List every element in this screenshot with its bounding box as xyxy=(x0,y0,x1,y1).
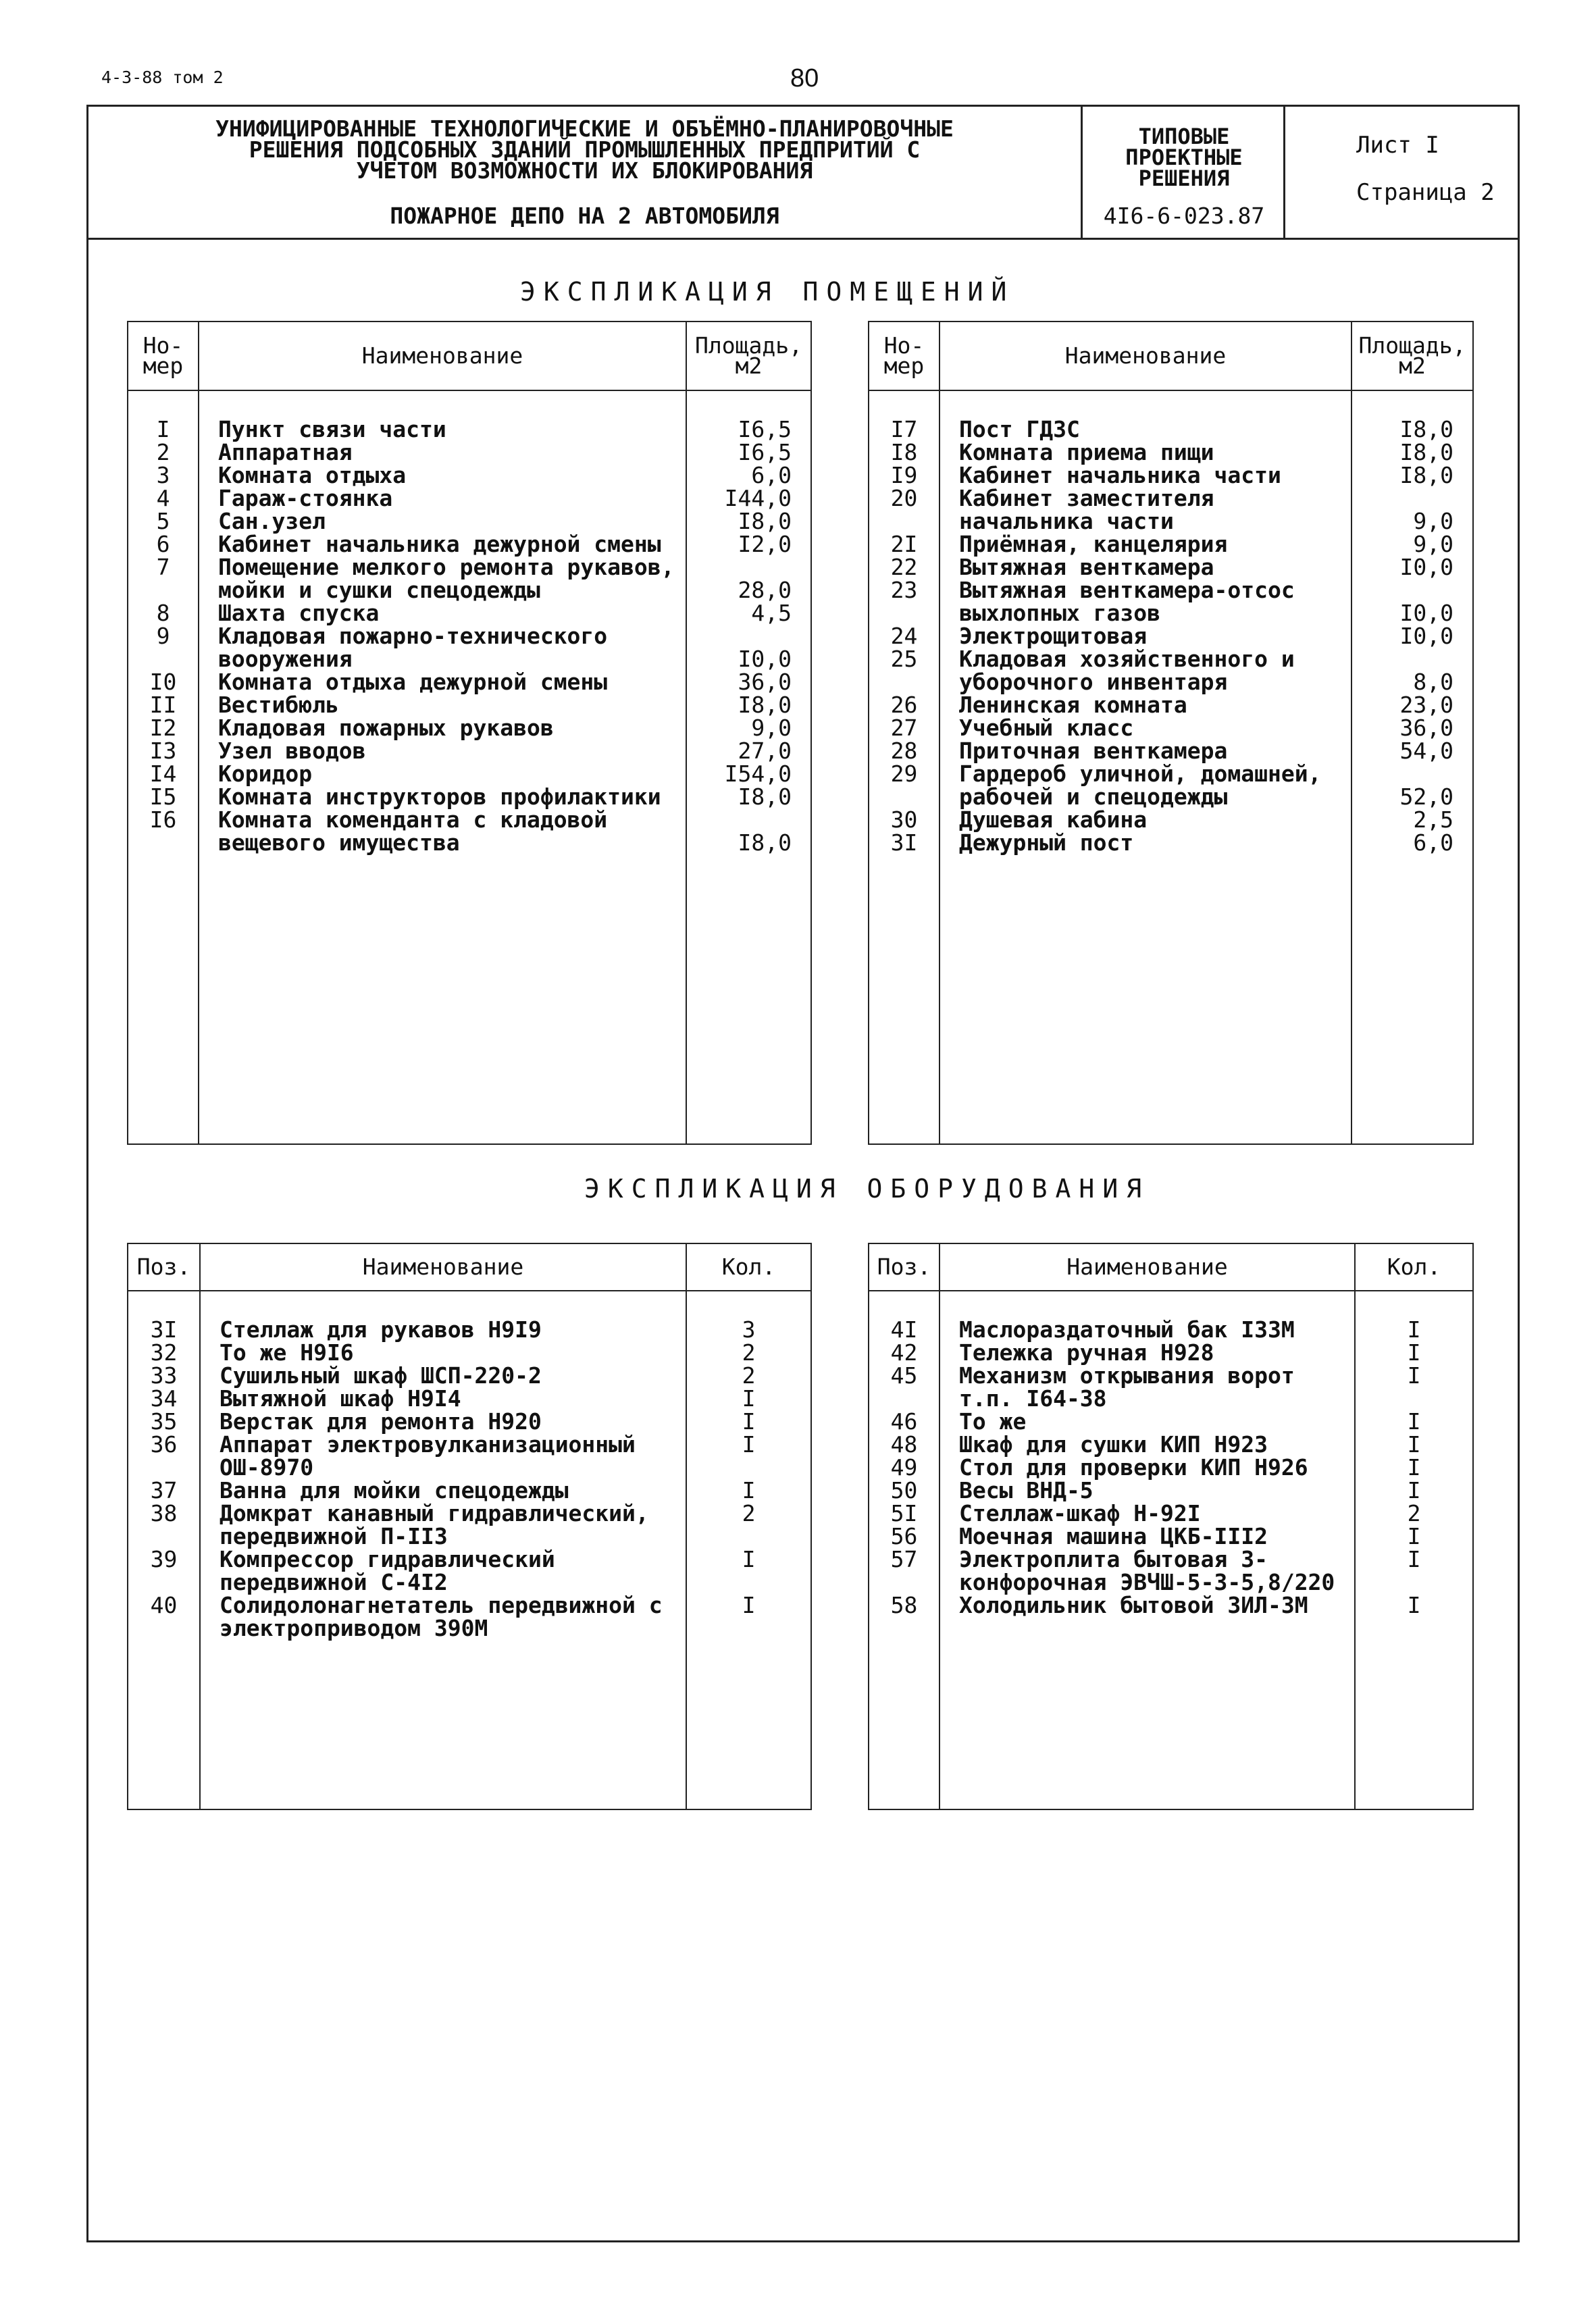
cell-name: Приёмная, канцелярия xyxy=(939,533,1352,556)
rooms-heading: ЭКСПЛИКАЦИЯ ПОМЕЩЕНИЙ xyxy=(520,277,1015,307)
cell-pos: 46 xyxy=(869,1410,939,1433)
cell-num: 22 xyxy=(869,556,939,579)
cell-name: Узел вводов xyxy=(199,740,686,763)
table-row xyxy=(128,717,811,740)
cell-name: Кладовая хозяйственного и уборочного инвентаря xyxy=(939,648,1352,694)
cell-area: I6,5 xyxy=(686,441,811,464)
cell-num: 23 xyxy=(869,579,939,625)
cell-name: Коридор xyxy=(199,763,686,786)
cell-qty: I xyxy=(686,1387,811,1410)
table-row xyxy=(869,1341,1473,1364)
table-row xyxy=(869,831,1473,854)
cell-qty: I xyxy=(686,1433,811,1479)
cell-num: 25 xyxy=(869,648,939,694)
table-row xyxy=(869,441,1473,464)
cell-qty: I xyxy=(1355,1341,1473,1364)
document-code: 4-3-88 том 2 xyxy=(101,68,224,87)
cell-qty: 2 xyxy=(686,1341,811,1364)
cell-pos: 35 xyxy=(128,1410,200,1433)
cell-area: 9,0 xyxy=(1352,487,1473,533)
cell-num: I0 xyxy=(128,671,199,694)
cell-area: 6,0 xyxy=(1352,831,1473,854)
cell-num: 7 xyxy=(128,556,199,602)
cell-pos: 37 xyxy=(128,1479,200,1502)
cell-qty: 2 xyxy=(686,1364,811,1387)
cell-name: Ванна для мойки спецодежды xyxy=(200,1479,686,1502)
table-filler-row xyxy=(869,854,1473,1144)
table-row xyxy=(869,763,1473,808)
cell-num: 5 xyxy=(128,510,199,533)
cell-num: 2I xyxy=(869,533,939,556)
table-row xyxy=(869,1502,1473,1525)
col-number-header: Но- мер xyxy=(128,322,199,390)
cell-qty: I xyxy=(1355,1364,1473,1410)
table-row xyxy=(128,694,811,717)
cell-name: Вытяжная венткамера xyxy=(939,556,1352,579)
cell-pos: 3I xyxy=(128,1291,200,1341)
col-name-header: Наименование xyxy=(939,322,1352,390)
cell-name: Кабинет начальника дежурной смены xyxy=(199,533,686,556)
series-label: ТИПОВЫЕ ПРОЕКТНЫЕ РЕШЕНИЯ xyxy=(1125,124,1243,191)
table-row xyxy=(128,464,811,487)
table-row xyxy=(128,1387,811,1410)
cell-num: 27 xyxy=(869,717,939,740)
cell-num: I3 xyxy=(128,740,199,763)
col-area-header: Площадь, м2 xyxy=(686,322,811,390)
cell-num: I5 xyxy=(128,786,199,808)
table-row xyxy=(128,510,811,533)
cell-area: I6,5 xyxy=(686,390,811,441)
table-row xyxy=(128,786,811,808)
col-pos-header: Поз. xyxy=(869,1243,939,1291)
cell-name: То же Н9I6 xyxy=(200,1341,686,1364)
cell-name: Гардероб уличной, домашней, рабочей и спецодежды xyxy=(939,763,1352,808)
cell-name: Комната приема пищи xyxy=(939,441,1352,464)
cell-area: I8,0 xyxy=(1352,441,1473,464)
cell-pos: 38 xyxy=(128,1502,200,1548)
cell-num: 4 xyxy=(128,487,199,510)
cell-pos: 5I xyxy=(869,1502,939,1525)
table-row xyxy=(869,1410,1473,1433)
table-row xyxy=(128,1364,811,1387)
cell-num: 9 xyxy=(128,625,199,671)
cell-qty: I xyxy=(686,1479,811,1502)
cell-area: I0,0 xyxy=(1352,625,1473,648)
table-filler-row xyxy=(128,854,811,1144)
cell-num: 24 xyxy=(869,625,939,648)
table-row xyxy=(128,441,811,464)
table-row xyxy=(869,1548,1473,1594)
table-row xyxy=(128,1433,811,1479)
table-row xyxy=(869,1291,1473,1341)
page-label: Страница 2 xyxy=(1356,179,1495,206)
cell-name: Кабинет заместителя начальника части xyxy=(939,487,1352,533)
table-row xyxy=(869,717,1473,740)
cell-num: I2 xyxy=(128,717,199,740)
cell-pos: 57 xyxy=(869,1548,939,1594)
cell-area: I0,0 xyxy=(1352,556,1473,579)
title-block xyxy=(86,105,1520,240)
cell-name: Душевая кабина xyxy=(939,808,1352,831)
cell-name: Шкаф для сушки КИП Н923 xyxy=(939,1433,1355,1456)
equipment-heading: ЭКСПЛИКАЦИЯ ОБОРУДОВАНИЯ xyxy=(584,1174,1150,1204)
table-row xyxy=(128,808,811,854)
table-row xyxy=(869,487,1473,533)
cell-name: Сушильный шкаф ШСП-220-2 xyxy=(200,1364,686,1387)
table-row xyxy=(128,602,811,625)
cell-name: Ленинская комната xyxy=(939,694,1352,717)
cell-name: Электроплита бытовая 3-конфорочная ЭВЧШ-5-3-5,8/220 xyxy=(939,1548,1355,1594)
cell-num: I7 xyxy=(869,390,939,441)
cell-name: То же xyxy=(939,1410,1355,1433)
cell-pos: 33 xyxy=(128,1364,200,1387)
cell-area: 8,0 xyxy=(1352,648,1473,694)
cell-area: 2,5 xyxy=(1352,808,1473,831)
cell-area: 36,0 xyxy=(1352,717,1473,740)
page-number: 80 xyxy=(790,64,819,93)
cell-pos: 42 xyxy=(869,1341,939,1364)
cell-name: Дежурный пост xyxy=(939,831,1352,854)
table-row xyxy=(128,671,811,694)
cell-pos: 56 xyxy=(869,1525,939,1548)
title-block-series xyxy=(1083,105,1285,238)
cell-pos: 36 xyxy=(128,1433,200,1479)
cell-name: Учебный класс xyxy=(939,717,1352,740)
document-subtitle: ПОЖАРНОЕ ДЕПО НА 2 АВТОМОБИЛЯ xyxy=(390,203,779,229)
rooms-table-left xyxy=(127,321,812,1145)
cell-area: 4,5 xyxy=(686,602,811,625)
cell-qty: I xyxy=(1355,1594,1473,1617)
cell-name: Кабинет начальника части xyxy=(939,464,1352,487)
cell-qty: I xyxy=(686,1410,811,1433)
cell-area: I44,0 xyxy=(686,487,811,510)
col-name-header: Наименование xyxy=(200,1243,686,1291)
cell-num: I9 xyxy=(869,464,939,487)
cell-name: Комната отдыха xyxy=(199,464,686,487)
table-row xyxy=(869,579,1473,625)
cell-num: 2 xyxy=(128,441,199,464)
table-row xyxy=(128,1341,811,1364)
cell-qty: I xyxy=(1355,1410,1473,1433)
cell-pos: 4I xyxy=(869,1291,939,1341)
cell-area: I8,0 xyxy=(686,694,811,717)
document-title: УНИФИЦИРОВАННЫЕ ТЕХНОЛОГИЧЕСКИЕ И ОБЪЁМНО-ПЛАНИРОВОЧНЫЕ РЕШЕНИЯ ПОДСОБНЫХ ЗДАНИЙ ПРОМЫШЛЕННЫХ ПРЕДПРИТИЙ С УЧЕТОМ ВОЗМОЖНОСТИ ИХ БЛОКИРОВАНИЯ xyxy=(215,115,954,184)
cell-name: Домкрат канавный гидравлический, передвижной П-II3 xyxy=(200,1502,686,1548)
cell-num: 6 xyxy=(128,533,199,556)
cell-area: I8,0 xyxy=(1352,464,1473,487)
cell-qty: I xyxy=(1355,1291,1473,1341)
col-name-header: Наименование xyxy=(199,322,686,390)
cell-name: Кладовая пожарно-технического вооружения xyxy=(199,625,686,671)
cell-name: Стол для проверки КИП Н926 xyxy=(939,1456,1355,1479)
table-row xyxy=(128,533,811,556)
cell-qty: I xyxy=(686,1548,811,1594)
cell-num: I xyxy=(128,390,199,441)
cell-num: 8 xyxy=(128,602,199,625)
cell-name: Вытяжной шкаф Н9I4 xyxy=(200,1387,686,1410)
cell-qty: I xyxy=(1355,1456,1473,1479)
table-row xyxy=(869,648,1473,694)
cell-area: I8,0 xyxy=(1352,390,1473,441)
cell-pos: 39 xyxy=(128,1548,200,1594)
cell-area: 9,0 xyxy=(686,717,811,740)
col-qty-header: Кол. xyxy=(1355,1243,1473,1291)
cell-name: Маслораздаточный бак I33М xyxy=(939,1291,1355,1341)
table-row xyxy=(128,740,811,763)
table-row xyxy=(869,533,1473,556)
cell-name: Пост ГДЗС xyxy=(939,390,1352,441)
cell-qty: 3 xyxy=(686,1291,811,1341)
table-row xyxy=(128,1410,811,1433)
cell-area: I2,0 xyxy=(686,533,811,556)
cell-qty: I xyxy=(686,1594,811,1640)
table-row xyxy=(869,740,1473,763)
cell-area: 54,0 xyxy=(1352,740,1473,763)
cell-name: Комната инструкторов профилактики xyxy=(199,786,686,808)
cell-qty: I xyxy=(1355,1548,1473,1594)
cell-name: Верстак для ремонта Н920 xyxy=(200,1410,686,1433)
cell-qty: 2 xyxy=(1355,1502,1473,1525)
cell-area: 36,0 xyxy=(686,671,811,694)
cell-pos: 48 xyxy=(869,1433,939,1456)
col-number-header: Но- мер xyxy=(869,322,939,390)
table-row xyxy=(128,487,811,510)
series-code: 4I6-6-023.87 xyxy=(1103,203,1265,229)
table-filler-row xyxy=(869,1617,1473,1809)
cell-name: Аппарат электровулканизационный ОШ-8970 xyxy=(200,1433,686,1479)
rooms-table-right xyxy=(868,321,1474,1145)
cell-name: Помещение мелкого ремонта рукавов, мойки и сушки спецодежды xyxy=(199,556,686,602)
cell-name: Комната отдыха дежурной смены xyxy=(199,671,686,694)
cell-area: I0,0 xyxy=(686,625,811,671)
cell-area: I8,0 xyxy=(686,510,811,533)
cell-num: II xyxy=(128,694,199,717)
cell-pos: 49 xyxy=(869,1456,939,1479)
col-pos-header: Поз. xyxy=(128,1243,200,1291)
cell-name: Шахта спуска xyxy=(199,602,686,625)
table-row xyxy=(128,625,811,671)
cell-area: 28,0 xyxy=(686,556,811,602)
cell-name: Гараж-стоянка xyxy=(199,487,686,510)
cell-name: Аппаратная xyxy=(199,441,686,464)
table-row xyxy=(869,556,1473,579)
cell-pos: 34 xyxy=(128,1387,200,1410)
table-row xyxy=(128,1548,811,1594)
table-row xyxy=(869,1433,1473,1456)
cell-qty: I xyxy=(1355,1525,1473,1548)
table-row xyxy=(128,1291,811,1341)
cell-area: 6,0 xyxy=(686,464,811,487)
cell-name: Приточная венткамера xyxy=(939,740,1352,763)
cell-pos: 45 xyxy=(869,1364,939,1410)
title-block-main xyxy=(86,105,1083,238)
cell-num: 26 xyxy=(869,694,939,717)
cell-area: I8,0 xyxy=(686,786,811,808)
cell-area: I8,0 xyxy=(686,808,811,854)
table-row xyxy=(128,1502,811,1548)
cell-pos: 50 xyxy=(869,1479,939,1502)
table-row xyxy=(128,556,811,602)
cell-name: Кладовая пожарных рукавов xyxy=(199,717,686,740)
table-row xyxy=(869,1456,1473,1479)
cell-name: Сан.узел xyxy=(199,510,686,533)
equipment-table-left xyxy=(127,1243,812,1810)
cell-name: Холодильник бытовой ЗИЛ-3М xyxy=(939,1594,1355,1617)
cell-num: 30 xyxy=(869,808,939,831)
table-row xyxy=(869,464,1473,487)
table-row xyxy=(869,1525,1473,1548)
cell-area: 27,0 xyxy=(686,740,811,763)
table-row xyxy=(128,390,811,441)
table-row xyxy=(128,1594,811,1640)
cell-name: Солидолонагнетатель передвижной с электроприводом 390М xyxy=(200,1594,686,1640)
cell-area: 23,0 xyxy=(1352,694,1473,717)
cell-qty: I xyxy=(1355,1479,1473,1502)
cell-name: Весы ВНД-5 xyxy=(939,1479,1355,1502)
cell-name: Комната коменданта с кладовой вещевого имущества xyxy=(199,808,686,854)
equipment-table-right xyxy=(868,1243,1474,1810)
cell-area: I0,0 xyxy=(1352,579,1473,625)
cell-name: Вестибюль xyxy=(199,694,686,717)
col-qty-header: Кол. xyxy=(686,1243,811,1291)
cell-name: Электрощитовая xyxy=(939,625,1352,648)
table-filler-row xyxy=(128,1640,811,1809)
table-row xyxy=(869,1364,1473,1410)
cell-name: Тележка ручная Н928 xyxy=(939,1341,1355,1364)
cell-name: Стеллаж для рукавов Н9I9 xyxy=(200,1291,686,1341)
table-row xyxy=(869,625,1473,648)
cell-area: I54,0 xyxy=(686,763,811,786)
cell-num: I8 xyxy=(869,441,939,464)
table-row xyxy=(869,1594,1473,1617)
cell-name: Компрессор гидравлический передвижной С-4I2 xyxy=(200,1548,686,1594)
cell-qty: 2 xyxy=(686,1502,811,1548)
table-row xyxy=(128,763,811,786)
table-row xyxy=(869,808,1473,831)
cell-qty: I xyxy=(1355,1433,1473,1456)
cell-num: 20 xyxy=(869,487,939,533)
cell-name: Вытяжная венткамера-отсос выхлопных газов xyxy=(939,579,1352,625)
table-row xyxy=(128,1479,811,1502)
cell-num: 29 xyxy=(869,763,939,808)
cell-name: Моечная машина ЦКБ-III2 xyxy=(939,1525,1355,1548)
table-row xyxy=(869,1479,1473,1502)
table-row xyxy=(869,694,1473,717)
cell-pos: 58 xyxy=(869,1594,939,1617)
cell-area: 9,0 xyxy=(1352,533,1473,556)
cell-num: 3I xyxy=(869,831,939,854)
cell-name: Механизм открывания ворот т.п. I64-38 xyxy=(939,1364,1355,1410)
col-name-header: Наименование xyxy=(939,1243,1355,1291)
col-area-header: Площадь, м2 xyxy=(1352,322,1473,390)
cell-name: Пункт связи части xyxy=(199,390,686,441)
cell-num: I6 xyxy=(128,808,199,854)
cell-area: 52,0 xyxy=(1352,763,1473,808)
cell-num: I4 xyxy=(128,763,199,786)
cell-pos: 32 xyxy=(128,1341,200,1364)
cell-pos: 40 xyxy=(128,1594,200,1640)
cell-num: 3 xyxy=(128,464,199,487)
cell-name: Стеллаж-шкаф Н-92I xyxy=(939,1502,1355,1525)
table-row xyxy=(869,390,1473,441)
cell-num: 28 xyxy=(869,740,939,763)
sheet-label: Лист I xyxy=(1356,132,1439,159)
